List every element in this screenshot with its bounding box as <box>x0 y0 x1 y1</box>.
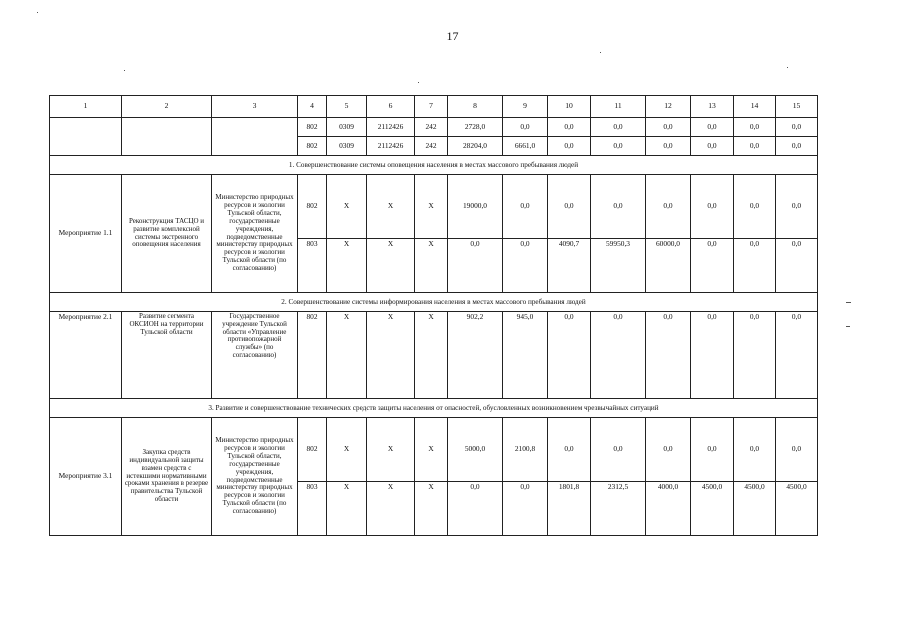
table-cell: X <box>327 418 367 482</box>
table-cell: 0,0 <box>548 118 591 137</box>
table-cell: 0,0 <box>776 418 818 482</box>
table-cell: 4000,0 <box>646 482 691 536</box>
table-cell: 802 <box>298 312 327 399</box>
column-header: 4 <box>298 96 327 118</box>
column-header: 14 <box>734 96 776 118</box>
table-cell: 945,0 <box>503 312 548 399</box>
table-cell: 2728,0 <box>448 118 503 137</box>
section-header-row <box>50 156 818 175</box>
table-cell: X <box>367 312 415 399</box>
table-row <box>50 312 818 399</box>
table-cell: 0309 <box>327 118 367 137</box>
column-header: 1 <box>50 96 122 118</box>
section-header-row <box>50 293 818 312</box>
table-cell: 0,0 <box>691 175 734 239</box>
table-cell: 802 <box>298 418 327 482</box>
column-header: 15 <box>776 96 818 118</box>
table-cell: 0,0 <box>591 118 646 137</box>
table-cell: 0309 <box>327 137 367 156</box>
table-cell: 0,0 <box>734 137 776 156</box>
section-title: 3. Развитие и совершенствование технических средств защиты населения от опасностей, обусловленных возникновением чрезвычайных ситуаций <box>50 399 818 418</box>
table-cell: 0,0 <box>548 175 591 239</box>
column-number-row <box>50 96 818 118</box>
table-cell: 59950,3 <box>591 239 646 293</box>
table-cell: 242 <box>415 118 448 137</box>
measure-name: Закупка средств индивидуальной защиты взамен средств с истекшими нормативными сроками хранения в резерве правительства Тульской области <box>122 418 212 536</box>
table-cell: 4500,0 <box>691 482 734 536</box>
table-cell: X <box>327 175 367 239</box>
table-cell: 1801,8 <box>548 482 591 536</box>
table-cell: 802 <box>298 118 327 137</box>
table-cell: 803 <box>298 482 327 536</box>
table-cell: 6661,0 <box>503 137 548 156</box>
table-cell: 0,0 <box>448 239 503 293</box>
table-cell: 0,0 <box>646 118 691 137</box>
table-cell: 0,0 <box>646 312 691 399</box>
table-cell: 19000,0 <box>448 175 503 239</box>
table-cell: 0,0 <box>646 137 691 156</box>
scan-speck <box>846 326 850 327</box>
table-row <box>50 418 818 482</box>
table-cell: 0,0 <box>691 239 734 293</box>
measure-name: Развитие сегмента ОКСИОН на территории Тульской области <box>122 312 212 399</box>
table-cell: 0,0 <box>646 175 691 239</box>
table-cell: 802 <box>298 175 327 239</box>
table-cell: 0,0 <box>548 418 591 482</box>
table-cell: 0,0 <box>734 418 776 482</box>
table-cell: 0,0 <box>691 418 734 482</box>
table-cell: 4500,0 <box>734 482 776 536</box>
table-cell: 0,0 <box>734 239 776 293</box>
table-cell: 0,0 <box>591 137 646 156</box>
empty-cell <box>122 118 212 156</box>
column-header: 11 <box>591 96 646 118</box>
table-cell: 0,0 <box>734 118 776 137</box>
table-cell: X <box>367 418 415 482</box>
table-cell: X <box>367 175 415 239</box>
table-cell: 2312,5 <box>591 482 646 536</box>
table-cell: 0,0 <box>691 312 734 399</box>
table-cell: 902,2 <box>448 312 503 399</box>
table-cell: 0,0 <box>734 175 776 239</box>
table-cell: X <box>415 239 448 293</box>
column-header: 3 <box>212 96 298 118</box>
empty-cell <box>50 118 122 156</box>
table-cell: X <box>415 418 448 482</box>
column-header: 6 <box>367 96 415 118</box>
table-cell: X <box>415 312 448 399</box>
table-cell: 60000,0 <box>646 239 691 293</box>
table-cell: 0,0 <box>503 239 548 293</box>
table-cell: 0,0 <box>503 175 548 239</box>
scan-speck <box>124 70 125 71</box>
table-cell: 28204,0 <box>448 137 503 156</box>
column-header: 7 <box>415 96 448 118</box>
table-cell: 4090,7 <box>548 239 591 293</box>
measure-executor: Государственное учреждение Тульской области «Управление противопожарной службы» (по согласованию) <box>212 312 298 399</box>
table-cell: 0,0 <box>691 118 734 137</box>
empty-cell <box>212 118 298 156</box>
table-cell: 0,0 <box>448 482 503 536</box>
table-cell: 0,0 <box>691 137 734 156</box>
table-cell: 0,0 <box>503 482 548 536</box>
scan-speck <box>37 12 38 13</box>
budget-table <box>49 95 818 536</box>
table-cell: 803 <box>298 239 327 293</box>
table-cell: X <box>367 239 415 293</box>
scan-speck <box>418 82 419 83</box>
table-cell: 0,0 <box>776 118 818 137</box>
table-cell: 802 <box>298 137 327 156</box>
scan-speck <box>600 52 601 53</box>
table-cell: 0,0 <box>591 418 646 482</box>
table-cell: 0,0 <box>548 312 591 399</box>
measure-label: Мероприятие 1.1 <box>50 175 122 293</box>
measure-name: Реконструкция ТАСЦО и развитие комплексной системы экстренного оповещения населения <box>122 175 212 293</box>
table-cell: 0,0 <box>734 312 776 399</box>
table-cell: X <box>415 175 448 239</box>
table-cell: X <box>327 239 367 293</box>
measure-executor: Министерство природных ресурсов и экологии Тульской области, государственные учреждения, подведомственные министерству природных ресурсов и экологии Тульской области (по согласованию) <box>212 175 298 293</box>
scan-speck <box>846 302 851 303</box>
table-cell: X <box>327 312 367 399</box>
table-cell: 242 <box>415 137 448 156</box>
table-cell: 0,0 <box>776 239 818 293</box>
measure-label: Мероприятие 3.1 <box>50 418 122 536</box>
table-cell: 2100,8 <box>503 418 548 482</box>
table-cell: 4500,0 <box>776 482 818 536</box>
section-title: 1. Совершенствование системы оповещения населения в местах массового пребывания людей <box>50 156 818 175</box>
section-header-row <box>50 399 818 418</box>
column-header: 12 <box>646 96 691 118</box>
table-cell: 0,0 <box>776 137 818 156</box>
column-header: 2 <box>122 96 212 118</box>
table-cell: 0,0 <box>776 175 818 239</box>
column-header: 5 <box>327 96 367 118</box>
table-cell: 0,0 <box>548 137 591 156</box>
measure-executor: Министерство природных ресурсов и экологии Тульской области, государственные учреждения, подведомственные министерству природных ресурсов и экологии Тульской области (по согласованию) <box>212 418 298 536</box>
table-cell: 0,0 <box>591 312 646 399</box>
measure-label: Мероприятие 2.1 <box>50 312 122 399</box>
column-header: 10 <box>548 96 591 118</box>
table-cell: 0,0 <box>591 175 646 239</box>
table-row <box>50 175 818 239</box>
column-header: 8 <box>448 96 503 118</box>
table-cell: X <box>367 482 415 536</box>
table-cell: 0,0 <box>646 418 691 482</box>
page-number: 17 <box>446 29 459 43</box>
table-cell: X <box>327 482 367 536</box>
section-title: 2. Совершенствование системы информирования населения в местах массового пребывания людей <box>50 293 818 312</box>
table-cell: X <box>415 482 448 536</box>
table-cell: 2112426 <box>367 118 415 137</box>
table-cell: 5000,0 <box>448 418 503 482</box>
scan-speck <box>787 67 788 68</box>
table-cell: 2112426 <box>367 137 415 156</box>
table-cell: 0,0 <box>776 312 818 399</box>
column-header: 9 <box>503 96 548 118</box>
column-header: 13 <box>691 96 734 118</box>
table-row <box>50 118 818 137</box>
table-cell: 0,0 <box>503 118 548 137</box>
